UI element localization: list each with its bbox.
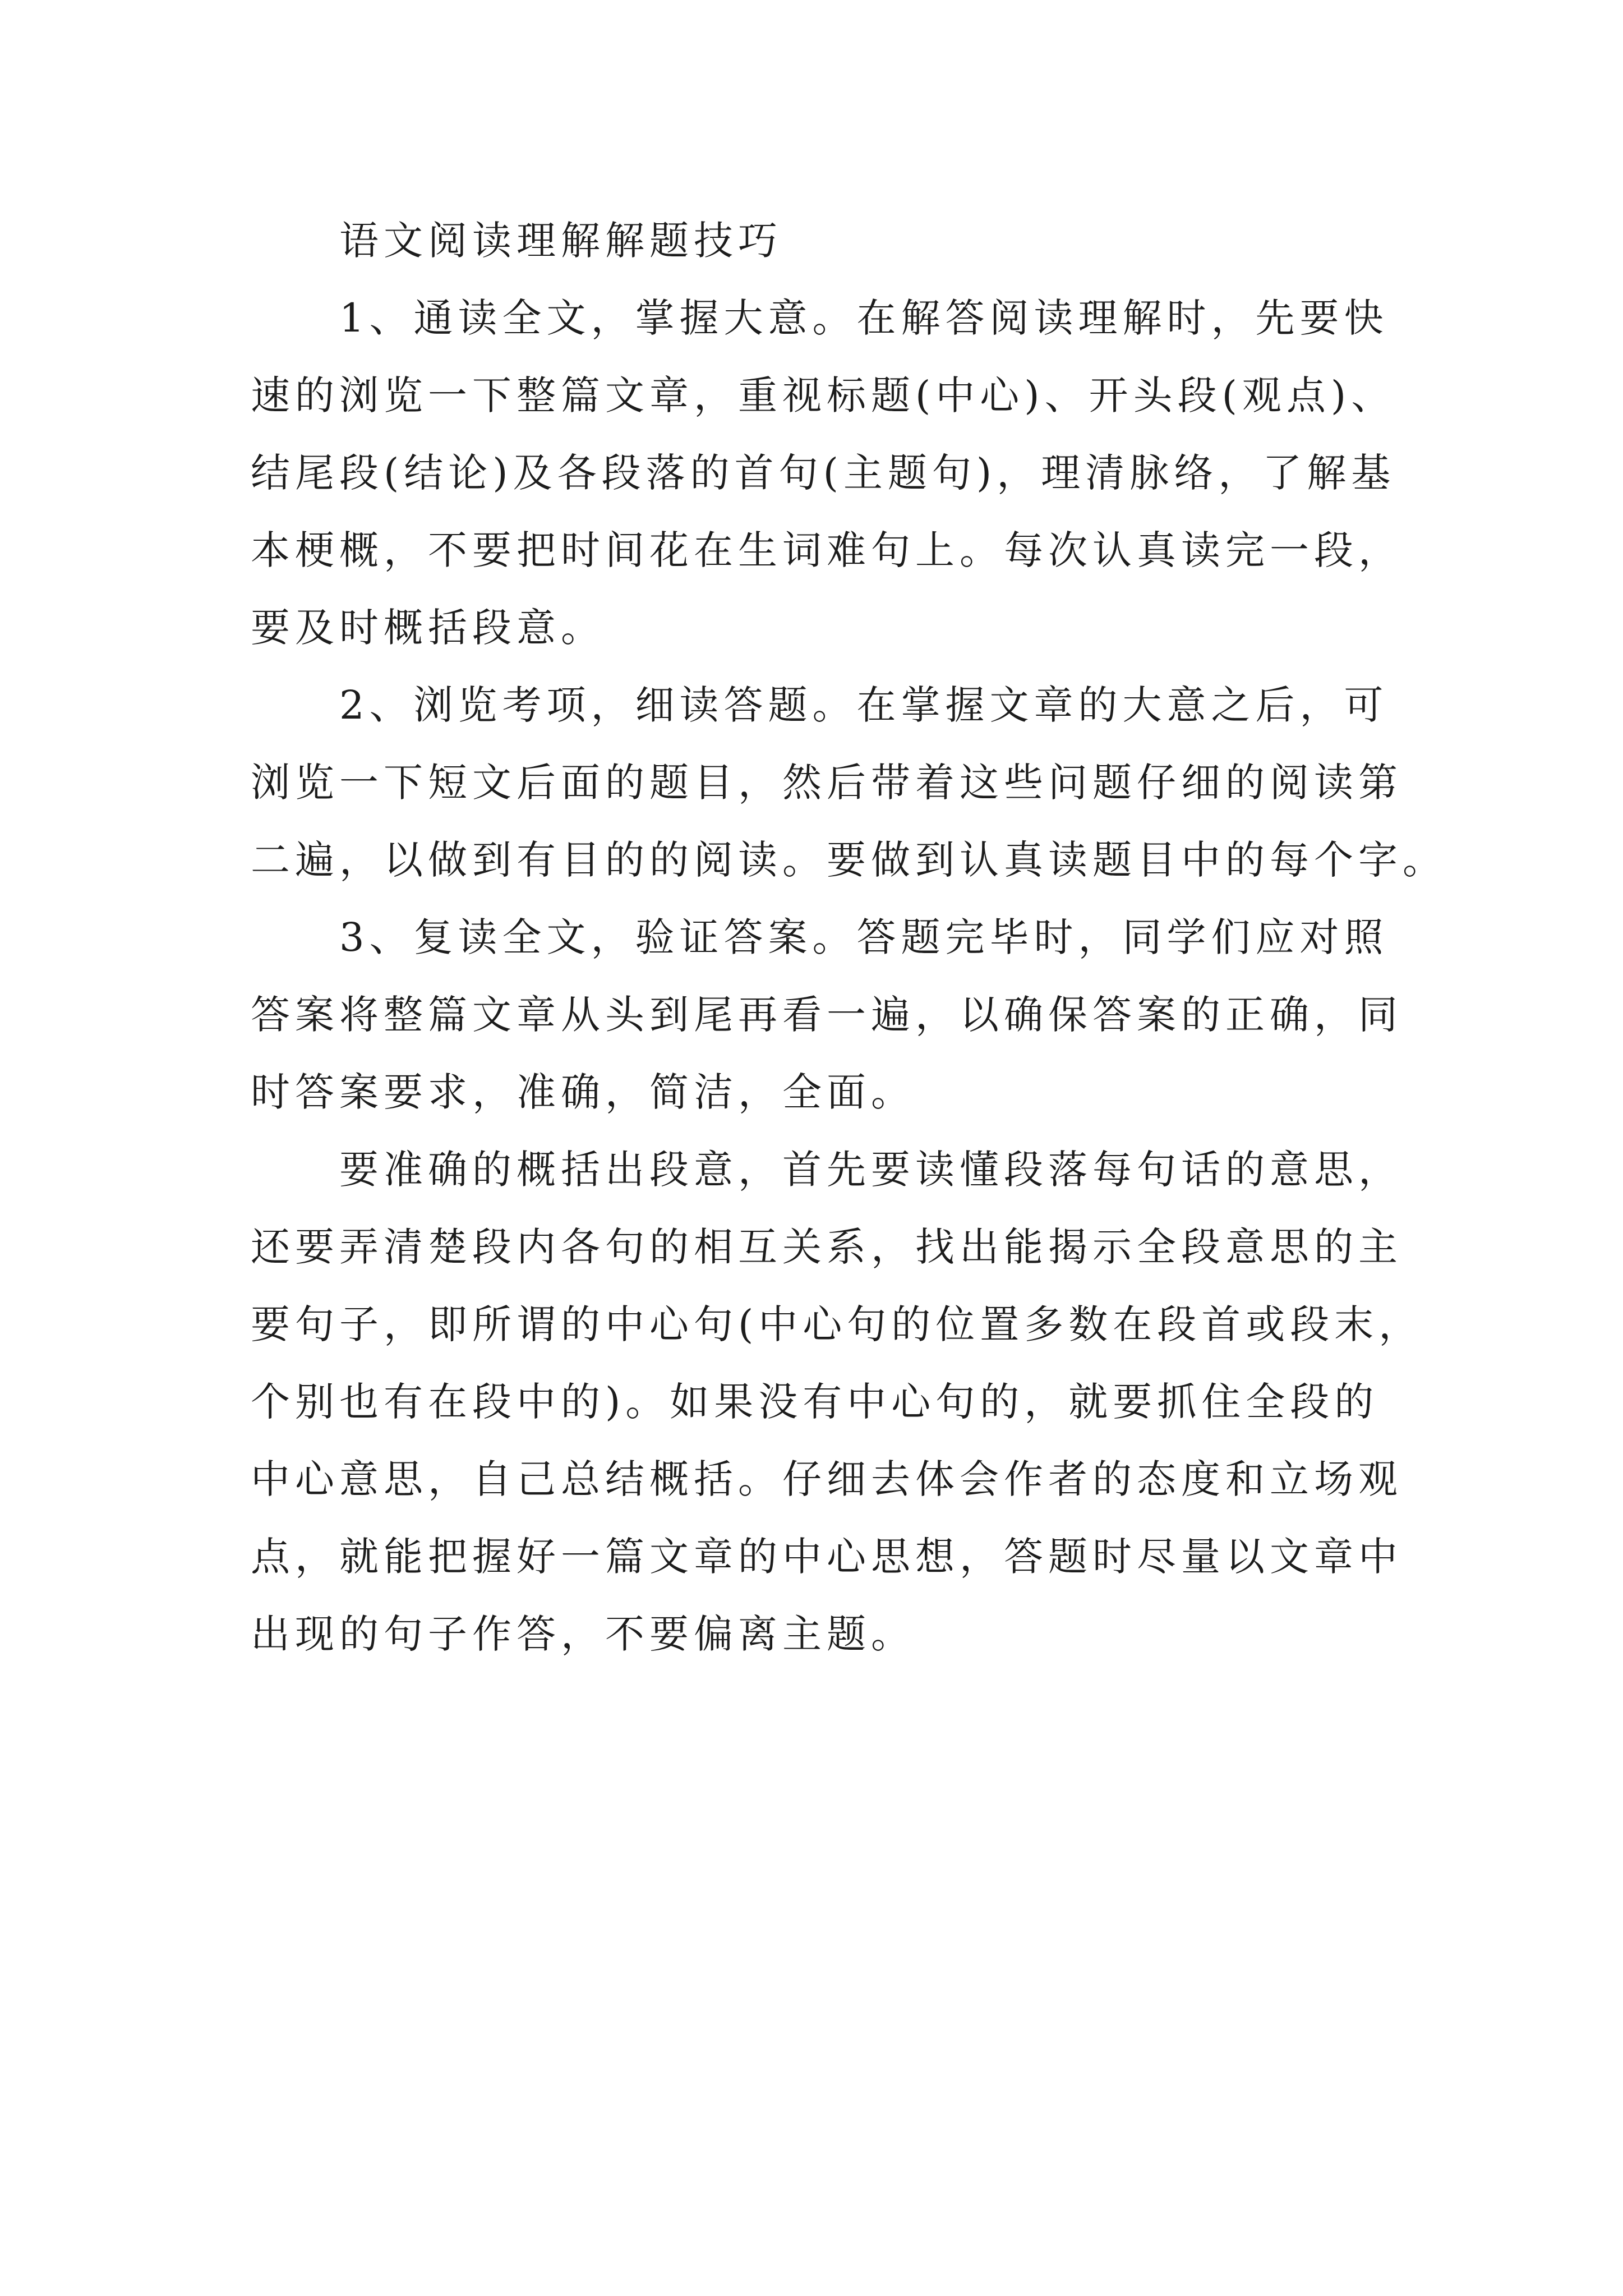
paragraph-line: 出现的句子作答，不要偏离主题。 (251, 1611, 915, 1657)
document-body (251, 202, 1456, 1673)
paragraph-4 (251, 1131, 1456, 1673)
paragraph-line: 3、复读全文，验证答案。答题完毕时，同学们应对照 (339, 914, 1389, 960)
paragraph-1 (251, 279, 1456, 666)
paragraph-line: 1、通读全文，掌握大意。在解答阅读理解时，先要快 (339, 295, 1389, 341)
paragraph-2 (251, 666, 1456, 899)
paragraph-line: 中心意思，自己总结概括。仔细去体会作者的态度和立场观 (251, 1456, 1403, 1502)
paragraph-line: 点，就能把握好一篇文章的中心思想，答题时尽量以文章中 (251, 1534, 1403, 1580)
paragraph-line: 要准确的概括出段意，首先要读懂段落每句话的意思， (339, 1147, 1403, 1193)
paragraph-line: 时答案要求，准确，简洁，全面。 (251, 1069, 915, 1115)
paragraph-line: 结尾段(结论)及各段落的首句(主题句)，理清脉络，了解基 (251, 450, 1396, 496)
paragraph-line: 还要弄清楚段内各句的相互关系，找出能揭示全段意思的主 (251, 1224, 1403, 1270)
paragraph-line: 速的浏览一下整篇文章，重视标题(中心)、开头段(观点)、 (251, 372, 1396, 418)
paragraph-line: 个别也有在段中的)。如果没有中心句的，就要抓住全段的 (251, 1379, 1379, 1425)
paragraph-line: 二遍，以做到有目的的阅读。要做到认真读题目中的每个字。 (251, 837, 1447, 883)
paragraph-line: 要及时概括段意。 (251, 605, 605, 651)
paragraph-line: 要句子，即所谓的中心句(中心句的位置多数在段首或段末， (251, 1301, 1423, 1347)
paragraph-line: 答案将整篇文章从头到尾再看一遍，以确保答案的正确，同 (251, 992, 1403, 1038)
paragraph-line: 浏览一下短文后面的题目，然后带着这些问题仔细的阅读第 (251, 760, 1403, 806)
paragraph-3 (251, 899, 1456, 1131)
paragraph-line: 2、浏览考项，细读答题。在掌握文章的大意之后，可 (339, 682, 1389, 728)
document-title: 语文阅读理解解题技巧 (339, 218, 782, 264)
paragraph-line: 本梗概，不要把时间花在生词难句上。每次认真读完一段， (251, 527, 1403, 573)
